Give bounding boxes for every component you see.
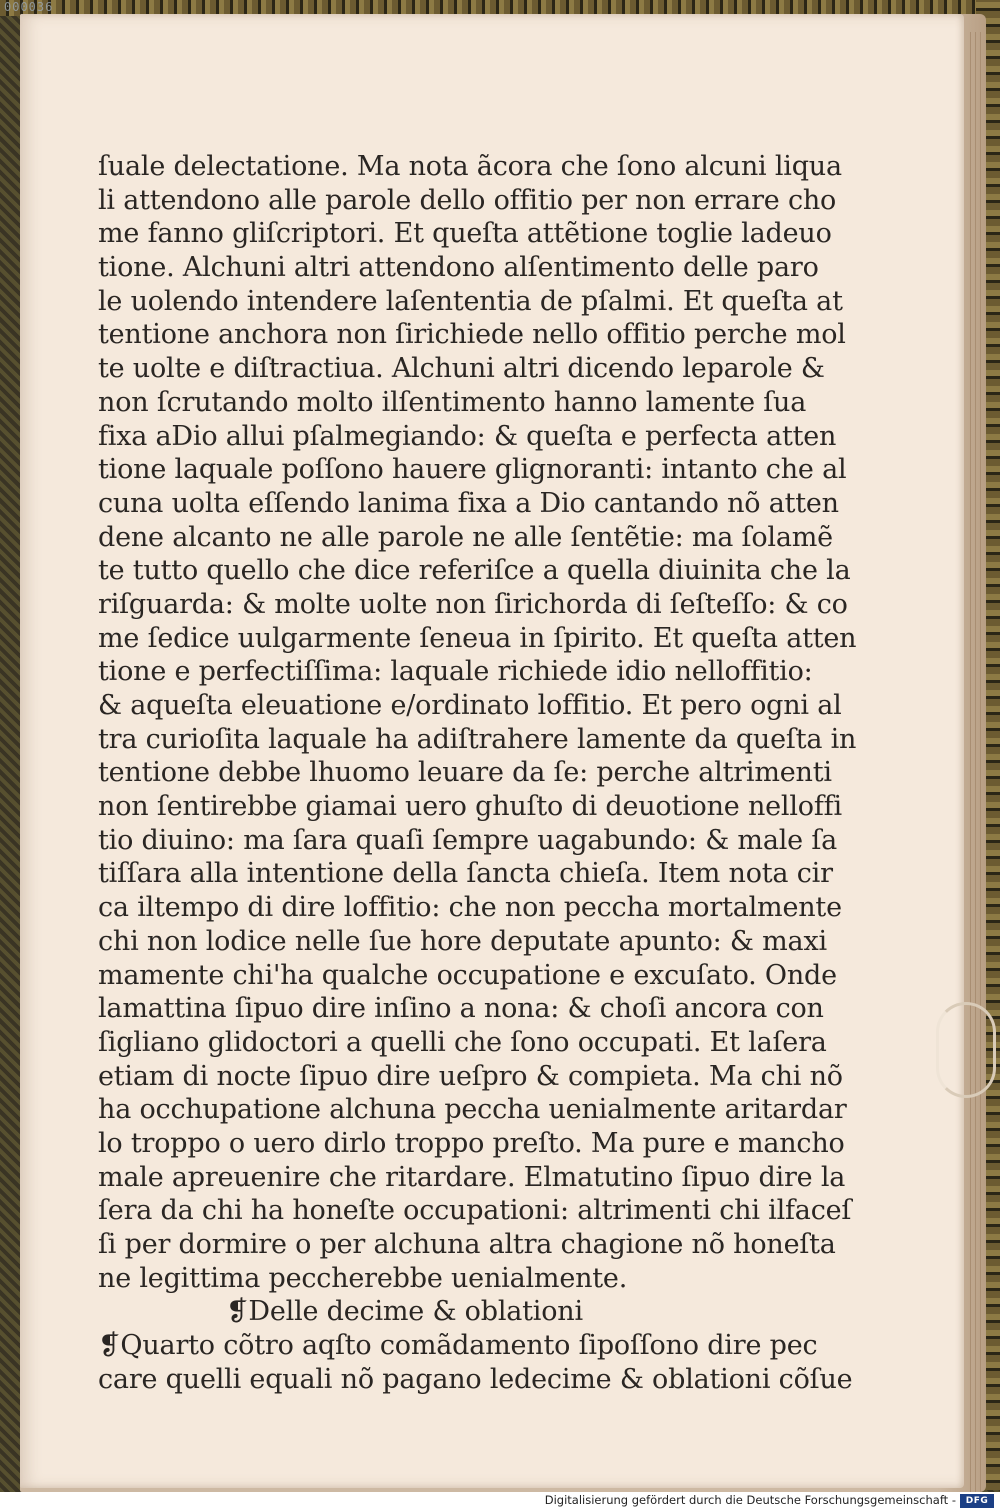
- text-line: tra curioſita laquale ha adiſtrahere lamente da queſta in: [98, 723, 857, 755]
- text-line: lo troppo o uero dirlo troppo preſto. Ma pure e mancho: [98, 1127, 845, 1159]
- leaf-edge-line: [975, 32, 976, 1500]
- text-line: dene alcanto ne alle parole ne alle ſentẽtie: ma ſolamẽ: [98, 521, 833, 553]
- text-line: te uolte e diſtractiua. Alchuni altri dicendo leparole &: [98, 353, 825, 385]
- text-line: etiam di nocte ſipuo dire ueſpro & compieta. Ma chi nõ: [98, 1060, 843, 1092]
- text-line: & aqueſta eleuatione e/ordinato loffitio. Et pero ogni al: [98, 690, 842, 721]
- text-line: mamente chi'ha qualche occupatione e excuſato. Onde: [98, 959, 837, 991]
- text-line: ne legittima peccherebbe uenialmente.: [98, 1262, 628, 1294]
- leaf-edge-line: [970, 32, 971, 1500]
- text-line: tione laquale poſſono hauere glignoranti: intanto che al: [98, 454, 847, 486]
- text-line: ſuale delectatione. Ma nota ãcora che ſono alcuni liqua: [98, 151, 842, 182]
- text-line: fixa aDio allui pſalmegiando: & queſta e perfecta atten: [98, 420, 837, 452]
- text-line: me ſedice uulgarmente ſeneua in ſpirito. Et queſta atten: [98, 622, 857, 654]
- text-line: cuna uolta eſſendo lanima fixa a Dio cantando nõ atten: [98, 487, 839, 519]
- text-line: male apreuenire che ritardare. Elmatutino ſipuo dire la: [98, 1161, 846, 1193]
- text-line: ca iltempo di dire loffitio: che non peccha mortalmente: [98, 892, 842, 924]
- text-line: riſguarda: & molte uolte non ſirichorda di ſeſteſſo: & co: [98, 588, 848, 620]
- page-text: [98, 150, 857, 1396]
- text-line: ſigliano glidoctori a quelli che ſono occupati. Et laſera: [98, 1026, 827, 1058]
- text-line: ha occhupatione alchuna peccha uenialmente aritardar: [98, 1094, 847, 1126]
- text-line: le uolendo intendere laſententia de pſalmi. Et queſta at: [98, 285, 843, 317]
- dfg-logo: DFG: [960, 1494, 994, 1508]
- text-line: ſi per dormire o per alchuna altra chagione nõ honeſta: [98, 1229, 836, 1260]
- text-line: li attendono alle parole dello offitio per non errare cho: [98, 184, 837, 216]
- text-line: tentione anchora non ſirichiede nello offitio perche mol: [98, 319, 846, 351]
- text-line: ❡Quarto cõtro aqſto comãdamento ſipoſſono dire pec: [98, 1330, 818, 1362]
- text-line: tentione debbe lhuomo leuare da ſe: perche altrimenti: [98, 757, 832, 789]
- text-line: non ſentirebbe giamai uero ghuſto di deuotione nelloffi: [98, 791, 842, 823]
- text-line: tione. Alchuni altri attendono alſentimento delle paro: [98, 252, 819, 284]
- page-clip: [936, 1002, 996, 1098]
- section-heading: ❡Delle decime & oblationi: [226, 1296, 583, 1328]
- text-line: tiſſara alla intentione della ſancta chieſa. Item nota cir: [98, 858, 833, 890]
- text-line: ſera da chi ha honeſte occupationi: altrimenti chi ilfaceſ: [98, 1195, 852, 1227]
- leaf-edge-line: [980, 32, 981, 1500]
- text-line: chi non lodice nelle ſue hore deputate apunto: & maxi: [98, 925, 827, 957]
- text-line: care quelli equali nõ pagano ledecime & oblationi cõſue: [98, 1363, 853, 1395]
- scan-id-label: 000036: [4, 0, 54, 14]
- text-line: te tutto quello che dice referiſce a quella diuinita che la: [98, 555, 851, 587]
- footer-credit: Digitalisierung gefördert durch die Deutsche Forschungsgemeinschaft -: [544, 1493, 956, 1507]
- text-line: tione e perfectiſſima: laquale richiede idio nelloffitio:: [98, 656, 813, 688]
- text-line: me fanno gliſcriptori. Et queſta attẽtione toglie ladeuo: [98, 218, 832, 250]
- text-line: tio diuino: ma ſara quaſi ſempre uagabundo: & male ſa: [98, 824, 838, 856]
- text-line: lamattina ſipuo dire inſino a nona: & choſi ancora con: [98, 993, 824, 1025]
- text-line: non ſcrutando molto ilſentimento hanno lamente ſua: [98, 386, 807, 418]
